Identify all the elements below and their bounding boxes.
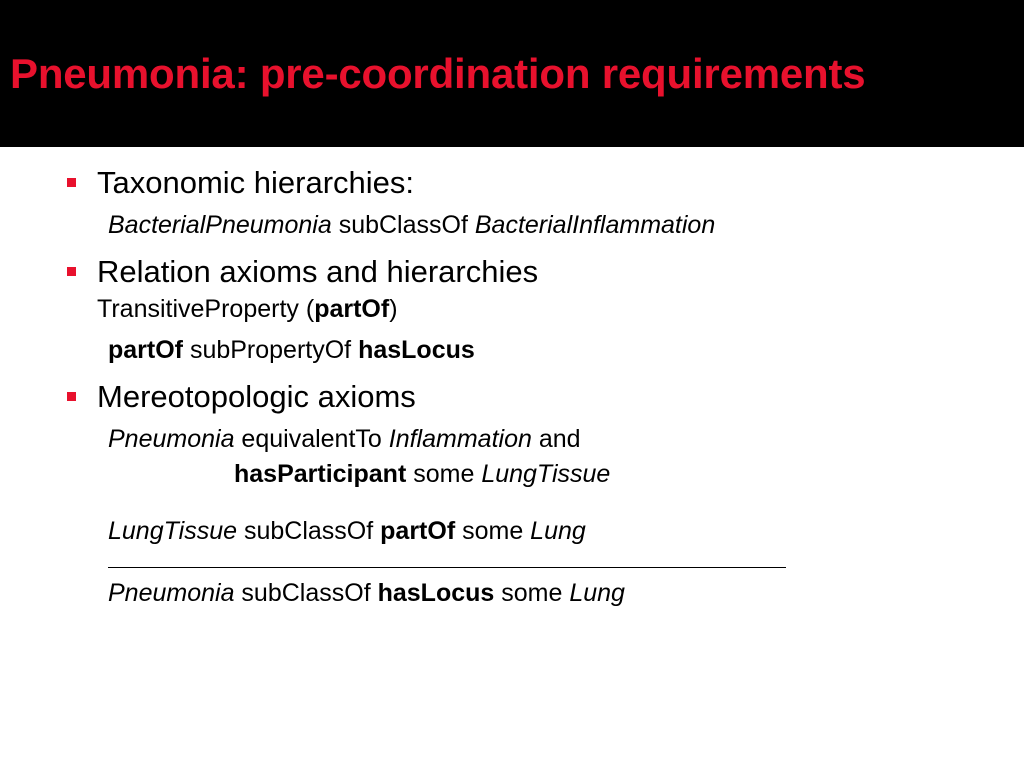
property-name: hasParticipant bbox=[234, 460, 407, 488]
axiom-keyword: some bbox=[455, 517, 531, 545]
axiom-line bbox=[97, 295, 398, 324]
axiom-keyword: and bbox=[531, 425, 581, 453]
bullet-heading-mereotopologic: Mereotopologic axioms bbox=[97, 379, 416, 414]
property-name: hasLocus bbox=[358, 336, 475, 364]
axiom-line bbox=[234, 460, 610, 489]
class-name: Pneumonia bbox=[108, 579, 235, 607]
axiom-keyword: subClassOf bbox=[237, 517, 381, 545]
axiom-keyword: some bbox=[494, 579, 570, 607]
axiom-keyword: subPropertyOf bbox=[183, 336, 359, 364]
axiom-keyword: some bbox=[406, 460, 482, 488]
axiom-line bbox=[108, 211, 715, 240]
class-name: LungTissue bbox=[481, 460, 611, 488]
axiom-keyword: subClassOf bbox=[234, 579, 378, 607]
property-name: hasLocus bbox=[377, 579, 495, 607]
axiom-keyword: ) bbox=[389, 295, 398, 323]
axiom-keyword: TransitiveProperty ( bbox=[97, 295, 315, 323]
property-name: partOf bbox=[108, 336, 183, 364]
axiom-keyword: subClassOf bbox=[331, 211, 475, 239]
bullet-heading-taxonomic: Taxonomic hierarchies: bbox=[97, 165, 415, 200]
axiom-line bbox=[108, 336, 475, 365]
class-name: BacterialInflammation bbox=[474, 211, 716, 239]
class-name: BacterialPneumonia bbox=[108, 211, 332, 239]
class-name: Lung bbox=[569, 579, 625, 607]
slide-title: Pneumonia: pre-coordination requirements bbox=[10, 50, 866, 97]
bullet-icon bbox=[67, 392, 76, 401]
bullet-icon bbox=[67, 178, 76, 187]
class-name: Inflammation bbox=[388, 425, 532, 453]
inferred-axiom-line bbox=[108, 579, 625, 608]
bullet-icon bbox=[67, 267, 76, 276]
title-bar bbox=[0, 0, 1024, 147]
axiom-keyword: equivalentTo bbox=[234, 425, 389, 453]
property-name: partOf bbox=[380, 517, 456, 545]
property-name: partOf bbox=[314, 295, 390, 323]
class-name: LungTissue bbox=[108, 517, 238, 545]
axiom-line bbox=[108, 425, 581, 454]
class-name: Pneumonia bbox=[108, 425, 235, 453]
class-name: Lung bbox=[530, 517, 586, 545]
axiom-line bbox=[108, 517, 586, 546]
bullet-heading-relation: Relation axioms and hierarchies bbox=[97, 254, 539, 289]
inference-divider bbox=[108, 567, 786, 568]
